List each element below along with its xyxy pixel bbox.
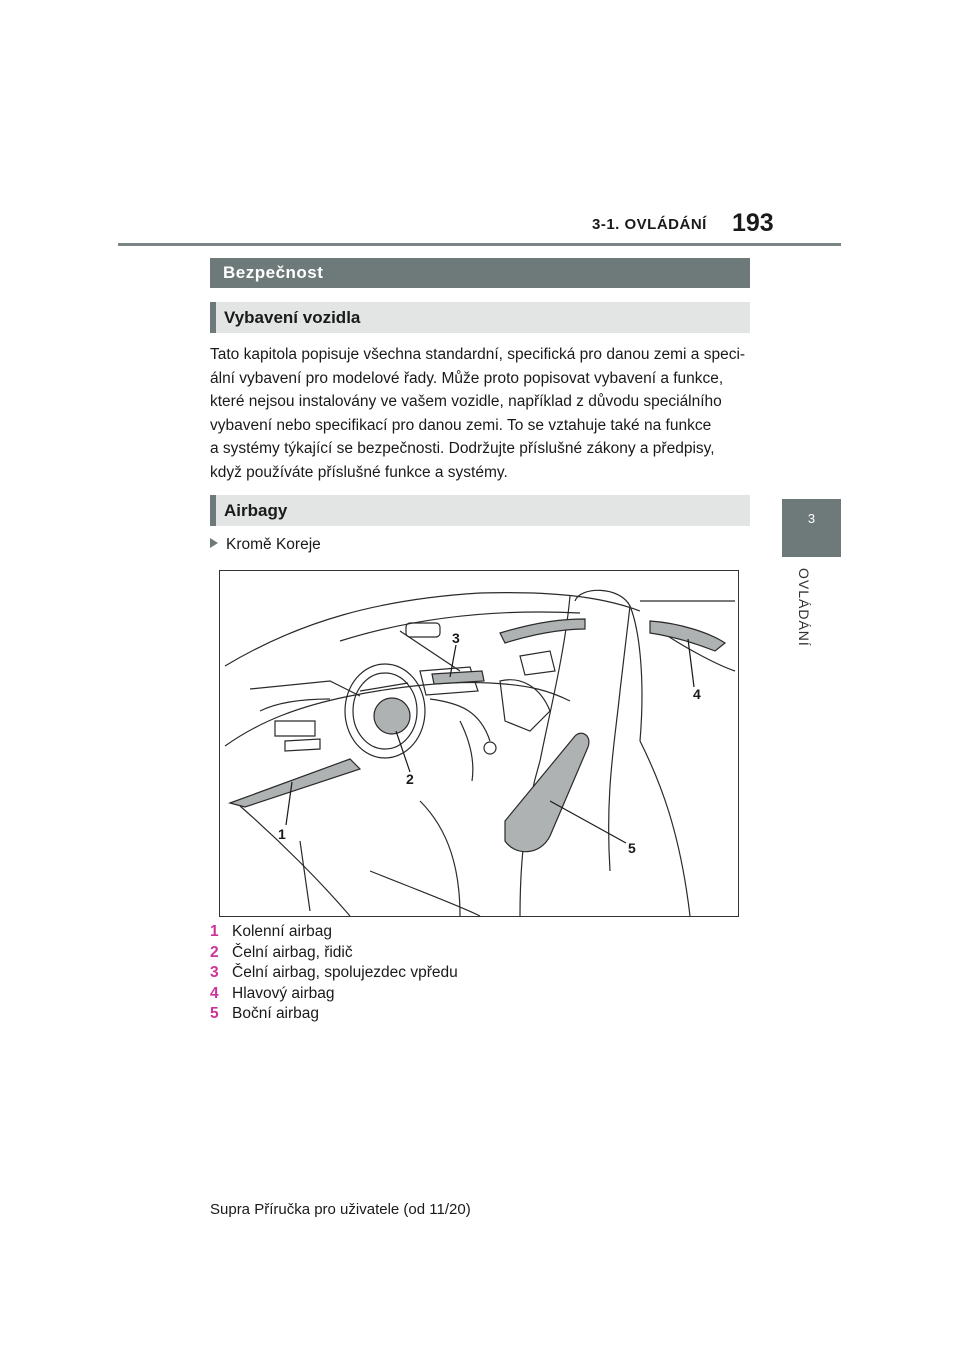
intro-paragraph [210, 343, 755, 484]
legend-number: 3 [210, 964, 219, 981]
callout-3: 3 [452, 630, 460, 646]
legend-item [210, 984, 458, 1005]
triangle-bullet-icon [210, 538, 218, 548]
legend-text: Hlavový airbag [232, 984, 335, 1002]
paragraph-line: když používáte příslušné funkce a systémy. [210, 463, 508, 481]
chapter-tab[interactable] [782, 499, 841, 557]
heading-airbags: Airbagy [224, 501, 288, 520]
legend-item [210, 1004, 458, 1025]
callout-4: 4 [693, 686, 701, 702]
curtain-airbag-rear-shape [650, 621, 725, 651]
chapter-tab-number: 3 [807, 511, 816, 526]
heading-bar-airbags [210, 495, 750, 526]
callout-2: 2 [406, 771, 414, 787]
paragraph-line: ální vybavení pro modelové řady. Může proto popisovat vybavení a funkce, [210, 369, 724, 387]
bullet-text: Kromě Koreje [226, 536, 321, 553]
paragraph-line: Tato kapitola popisuje všechna standardní, specifická pro danou zemi a speci- [210, 346, 746, 363]
legend-number: 2 [210, 943, 219, 961]
side-airbag-shape [505, 733, 589, 851]
legend-item [210, 963, 458, 984]
legend-text: Čelní airbag, řidič [232, 943, 353, 961]
callout-1: 1 [278, 826, 286, 842]
paragraph-line: vybavení nebo specifikací pro danou zemi. To se vztahuje také na funkce [210, 416, 712, 434]
legend-number: 5 [210, 1005, 219, 1022]
header-section-title: 3-1. OVLÁDÁNÍ [592, 216, 707, 233]
heading-bar-equipment [210, 302, 750, 333]
bullet-item [210, 536, 321, 554]
heading-main: Bezpečnost [223, 263, 324, 282]
curtain-airbag-front-shape [500, 619, 585, 643]
passenger-airbag-shape [432, 671, 484, 684]
heading-equipment: Vybavení vozidla [224, 308, 361, 327]
header-rule [118, 243, 841, 246]
knee-airbag-shape [230, 759, 360, 807]
paragraph-line: které nejsou instalovány ve vašem vozidle, například z důvodu speciálního [210, 393, 722, 410]
airbag-legend [210, 922, 458, 1025]
page-number: 193 [732, 209, 774, 237]
driver-airbag-shape [374, 698, 410, 734]
page-footer: Supra Příručka pro uživatele (od 11/20) [210, 1201, 471, 1218]
paragraph-line: a systémy týkající se bezpečnosti. Dodržujte příslušné zákony a předpisy, [210, 440, 715, 457]
legend-item [210, 922, 458, 943]
legend-item [210, 943, 458, 964]
legend-text: Boční airbag [232, 1005, 320, 1022]
chapter-side-label: OVLÁDÁNÍ [796, 568, 812, 647]
airbag-illustration [219, 570, 739, 917]
car-interior-drawing [220, 571, 738, 916]
legend-text: Čelní airbag, spolujezdec vpředu [232, 964, 458, 981]
callout-5: 5 [628, 840, 636, 856]
legend-number: 1 [210, 923, 219, 940]
legend-number: 4 [210, 984, 219, 1002]
heading-bar-main [210, 258, 750, 288]
legend-text: Kolenní airbag [232, 923, 332, 940]
